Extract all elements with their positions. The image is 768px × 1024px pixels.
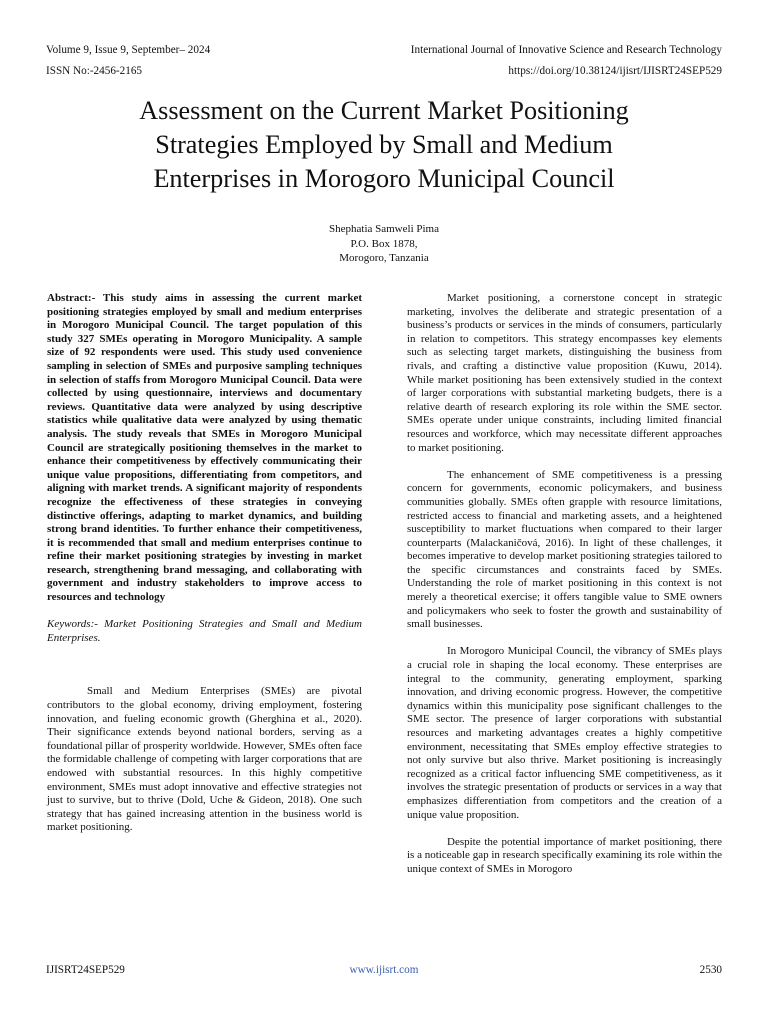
abstract: Abstract:- This study aims in assessing the current market positioning strategies employed by small and medium enterprises in Morogoro Municipal Council. The target population of this study 327 SMEs operating in Morogoro Municipality. A sample size of 92 respondents were used. This study used convenience sampling in selection of SMEs and purposive sampling techniques in selection of staffs from Morogoro Municipal Council. Data were collected by using questionnaire, interviews and documentary reviews. Quantitative data were analyzed by using descriptive statistics while qualitative data were analyzed by using thematic analysis. The study reveals that SMEs in Morogoro Municipal Council are strategically positioning themselves in the market to enhance their competitiveness by effectively communicating their unique value propositions, differentiating from competitors, and aligning with market trends. A significant majority of respondents recognize the effectiveness of these strategies in conveying distinctive offerings, adapting to market dynamics, and building strong brand identities. To further enhance their competitiveness, it is recommended that small and medium enterprises continue to refine their market positioning strategies by investing in market research, strengthening brand messaging, and collaborating with government and industry stakeholders to improve access to resources and technology xyxy=(47,292,362,604)
body-paragraph: Small and Medium Enterprises (SMEs) are pivotal contributors to the global economy, driving employment, fostering innovation, and fueling economic growth (Gherghina et al., 2020). Their significance extends beyond national borders, serving as a foundational pillar of prosperity worldwide. However, SMEs often face the formidable challenge of competing with larger corporations that are endowed with substantial resources. In this highly competitive environment, SMEs must adopt innovative and effective strategies not just to survive, but to thrive (Dold, Uche & Gideon, 2018). One such strategy that has gained increasing attention in the business world is market positioning. xyxy=(47,685,362,834)
title-line: Assessment on the Current Market Positioning xyxy=(139,96,629,125)
body-paragraph: The enhancement of SME competitiveness is a pressing concern for governments, economic policymakers, and business communities globally. SMEs often grapple with resource limitations, restricted access to financial and marketing assets, and a heightened susceptibility to market fluctuations when compared to their larger counterparts (Malackaničová, 2016). In light of these challenges, it becomes imperative to develop market positioning strategies tailored to the specific circumstances and constraints faced by SMEs. Understanding the role of market positioning in this context is not merely a theoretical exercise; it offers tangible value to SME owners and policymakers who seek to foster the growth and sustainability of small businesses. xyxy=(407,468,722,631)
left-column xyxy=(47,292,362,835)
paper-title xyxy=(60,94,708,196)
author-block xyxy=(184,222,584,266)
author-address: Morogoro, Tanzania xyxy=(339,252,429,264)
keywords: Keywords:- Market Positioning Strategies and Small and Medium Enterprises. xyxy=(47,618,362,644)
body-paragraph: Despite the potential importance of market positioning, there is a noticeable gap in research specifically examining its role within the unique context of SMEs in Morogoro xyxy=(407,835,722,875)
author-name: Shephatia Samweli Pima xyxy=(329,223,439,235)
footer-code: IJISRT24SEP529 xyxy=(46,964,125,976)
author-address: P.O. Box 1878, xyxy=(350,237,418,250)
title-line: Strategies Employed by Small and Medium xyxy=(155,130,613,159)
header-journal: International Journal of Innovative Science and Research Technology xyxy=(410,44,722,56)
page-number: 2530 xyxy=(699,964,722,976)
header-doi-link[interactable]: https://doi.org/10.38124/ijisrt/IJISRT24SEP529 xyxy=(508,65,722,77)
title-line: Enterprises in Morogoro Municipal Council xyxy=(153,164,615,193)
header-issn: ISSN No:-2456-2165 xyxy=(46,65,143,77)
right-column xyxy=(407,292,722,877)
body-paragraph: In Morogoro Municipal Council, the vibrancy of SMEs plays a crucial role in shaping the local economy. These enterprises are integral to the community, generating employment, sparking innovation, and driving economic progress. However, the competitive dynamics within this municipality pose significant challenges to the SME sector. The presence of larger corporations with substantial resources and marketing advantages creates a highly competitive environment, necessitating that SMEs employ effective strategies to not only survive but also thrive. Market positioning is increasingly recognized as a critical factor influencing SME competitiveness, as it involves the strategic presentation of products or services in a way that emphasizes differentiation from competitors and the creation of a unique value proposition. xyxy=(407,645,722,821)
header-volume: Volume 9, Issue 9, September– 2024 xyxy=(46,44,211,56)
footer-site-link[interactable]: www.ijisrt.com xyxy=(349,964,419,976)
body-paragraph: Market positioning, a cornerstone concept in strategic marketing, involves the deliberate and strategic presentation of a business’s products or services in the minds of consumers, particularly in relation to competitors. This strategy encompasses key elements such as selecting target markets, distinguishing the business from rivals, and crafting a distinctive value proposition (Kuwu, 2014). While market positioning has been extensively studied in the context of larger corporations with substantial marketing budgets, there is a relative dearth of research exploring its role within the SME sector. SMEs operate under unique constraints, including limited financial resources and workforce, which may necessitate different approaches to market positioning. xyxy=(407,292,722,454)
